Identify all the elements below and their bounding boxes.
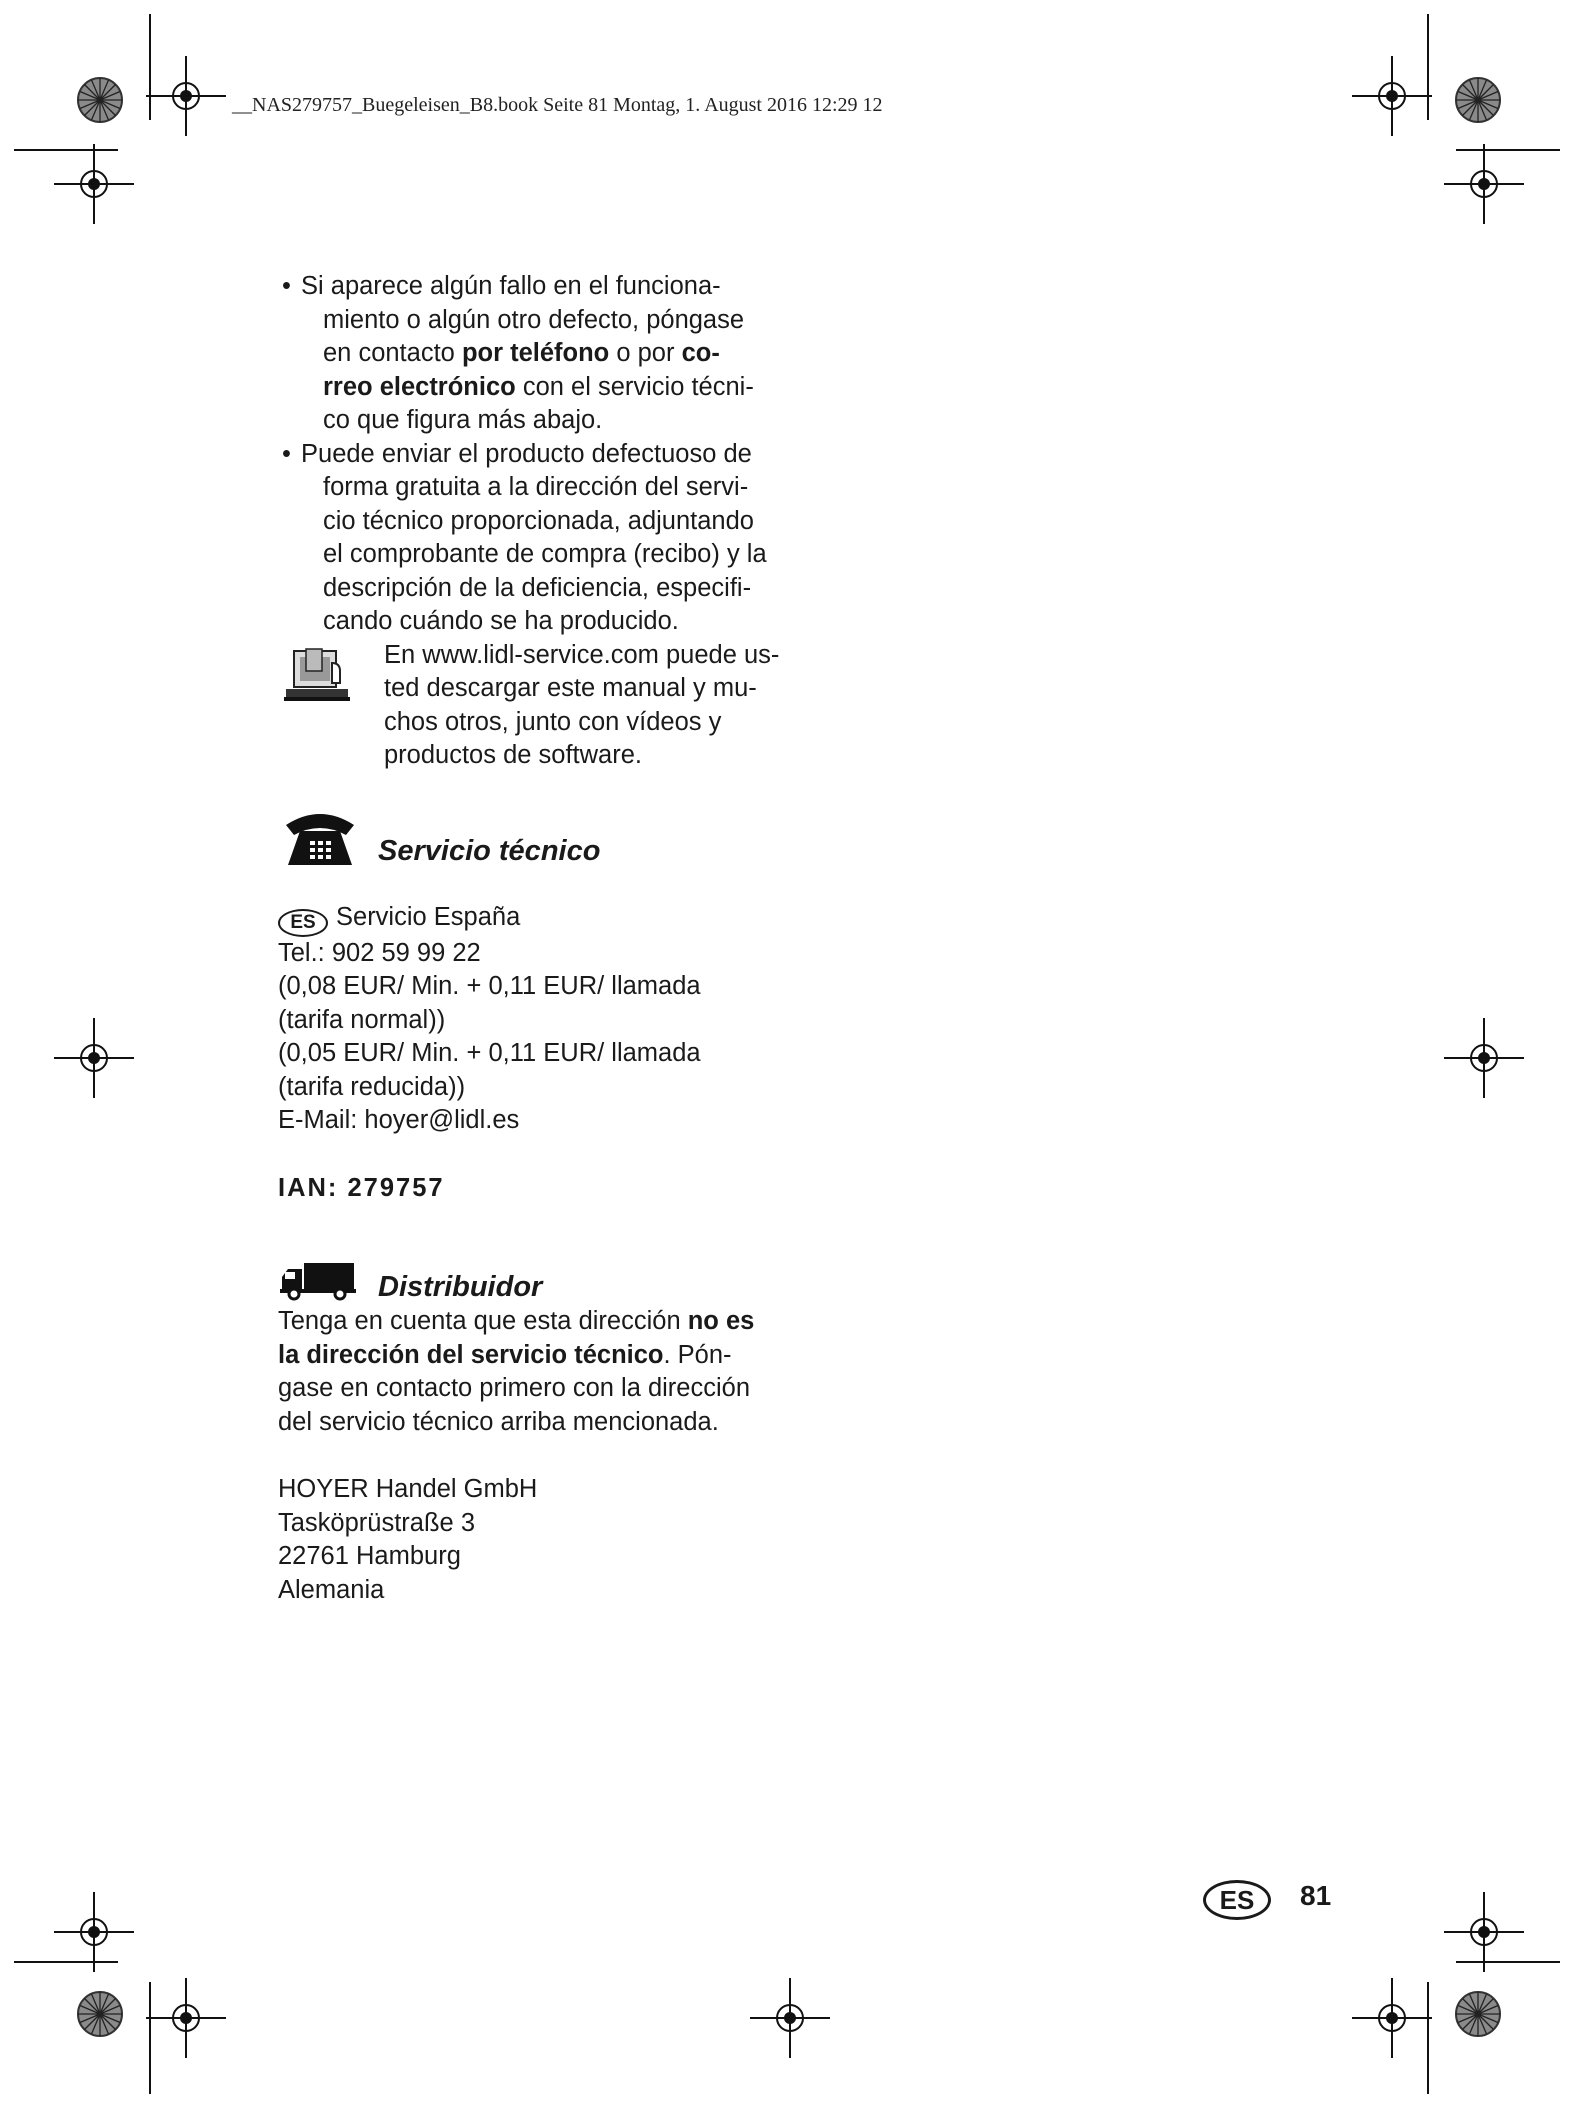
bold-text: rreo electrónico [323, 372, 516, 401]
service-country-label: Servicio España [336, 902, 521, 931]
bullet-list [278, 270, 818, 639]
text-span: en contacto [323, 339, 462, 367]
text-line [278, 1339, 818, 1373]
file-info-header: __NAS279757_Buegeleisen_B8.book Seite 81 Montag, 1. August 2016 12:29 12 [232, 94, 883, 116]
text-span: Si aparece algún fallo en el funciona- [301, 272, 721, 300]
registration-mark-icon [54, 1018, 134, 1098]
service-heading [278, 807, 818, 879]
registration-star-icon [1456, 1992, 1500, 2036]
address-line: HOYER Handel GmbH [278, 1475, 538, 1503]
registration-mark-icon [1444, 1018, 1524, 1098]
registration-mark-icon [146, 56, 226, 136]
bold-text: la dirección del servicio técnico [278, 1340, 664, 1369]
download-note [278, 639, 818, 773]
text-line [323, 572, 818, 606]
text-span: miento o algún otro defecto, póngase [323, 305, 745, 334]
text-line [278, 1406, 818, 1440]
ian-number: IAN: 279757 [278, 1173, 445, 1202]
address-line: Alemania [278, 1575, 385, 1604]
text-line [323, 471, 818, 505]
text-line [301, 438, 818, 472]
download-note-line: En www.lidl-service.com puede us- [384, 640, 780, 669]
bold-text: por teléfono [461, 339, 610, 367]
bold-text: co- [681, 339, 720, 367]
download-note-line: productos de software. [384, 741, 642, 769]
text-span: Puede enviar el producto defectuoso de [301, 439, 752, 468]
text-line [323, 538, 818, 572]
service-line: Tel.: 902 59 99 22 [278, 938, 481, 967]
service-line: (tarifa normal)) [278, 1005, 446, 1034]
text-span: cio técnico proporcionada, adjuntando [323, 506, 754, 535]
text-line [301, 270, 818, 304]
computer-download-icon [284, 645, 352, 703]
download-note-line: ted descargar este manual y mu- [384, 674, 757, 702]
registration-mark-icon [1444, 144, 1524, 224]
text-line [278, 1372, 818, 1406]
registration-mark-icon [750, 1978, 830, 2058]
bullet-item [278, 270, 818, 438]
distributor-notice [278, 1305, 818, 1439]
registration-star-icon [78, 78, 122, 122]
registration-mark-icon [1352, 1978, 1432, 2058]
service-line: (0,05 EUR/ Min. + 0,11 EUR/ llamada [278, 1039, 701, 1067]
address-line: 22761 Hamburg [278, 1542, 461, 1570]
service-email: E-Mail: hoyer@lidl.es [278, 1106, 520, 1134]
text-line [323, 304, 818, 338]
distributor-title: Distribuidor [378, 1271, 543, 1303]
bold-text: no es [687, 1307, 755, 1335]
text-line [323, 505, 818, 539]
bullet-dot: • [282, 439, 291, 468]
download-note-line: chos otros, junto con vídeos y [384, 707, 722, 736]
text-line [323, 371, 818, 405]
country-badge: ES [278, 909, 328, 937]
distributor-address [278, 1473, 818, 1607]
service-country [278, 901, 818, 937]
text-span: o por [609, 339, 682, 367]
registration-star-icon [1456, 78, 1500, 122]
text-span: forma gratuita a la dirección del servi- [323, 473, 749, 501]
text-span: gase en contacto primero con la dirección [278, 1374, 751, 1402]
registration-star-icon [78, 1992, 122, 2036]
text-line [323, 605, 818, 639]
text-span: con el servicio técni- [515, 372, 754, 401]
registration-mark-icon [54, 1892, 134, 1972]
text-line [323, 337, 818, 371]
text-span: . Pón- [663, 1340, 732, 1369]
address-line: Tasköprüstraße 3 [278, 1508, 476, 1537]
service-line: (tarifa reducida)) [278, 1072, 466, 1101]
page-content [278, 270, 818, 1607]
bullet-item [278, 438, 818, 639]
text-line [278, 1305, 818, 1339]
service-line: (0,08 EUR/ Min. + 0,11 EUR/ llamada [278, 972, 701, 1000]
distributor-heading [278, 1251, 818, 1305]
text-span: cando cuándo se ha producido. [323, 607, 679, 635]
language-badge: ES [1203, 1880, 1271, 1920]
text-span: co que figura más abajo. [323, 406, 603, 434]
text-span: del servicio técnico arriba mencionada. [278, 1407, 719, 1436]
registration-mark-icon [1444, 1892, 1524, 1972]
text-span: Tenga en cuenta que esta dirección [278, 1307, 688, 1335]
registration-mark-icon [54, 144, 134, 224]
truck-icon [280, 1261, 356, 1301]
telephone-icon [282, 807, 358, 869]
text-span: el comprobante de compra (recibo) y la [323, 540, 767, 568]
registration-mark-icon [1352, 56, 1432, 136]
bullet-dot: • [282, 272, 291, 300]
registration-mark-icon [146, 1978, 226, 2058]
text-span: descripción de la deficiencia, especifi- [323, 573, 752, 602]
text-line [323, 404, 818, 438]
service-title: Servicio técnico [378, 834, 601, 867]
page-number: 81 [1300, 1880, 1332, 1911]
